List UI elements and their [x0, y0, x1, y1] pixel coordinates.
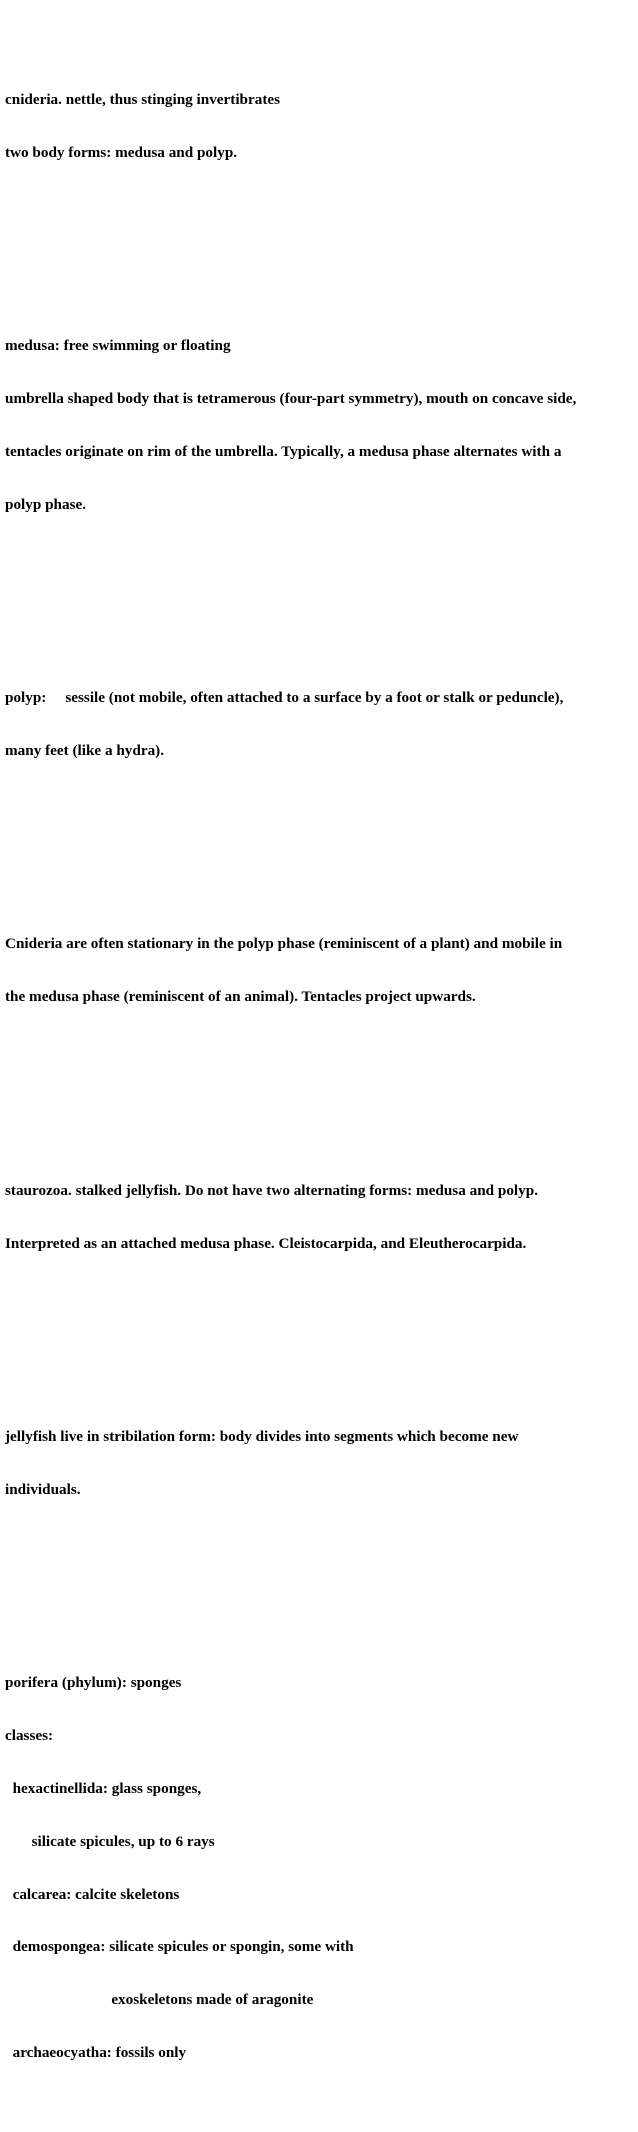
text-line: the medusa phase (reminiscent of an animal). Tentacles project upwards. — [5, 988, 476, 1006]
paragraph-cnideria-intro — [5, 56, 637, 197]
paragraph-gap — [5, 584, 637, 602]
text-line: Cnideria are often stationary in the polyp phase (reminiscent of a plant) and mobile in — [5, 935, 563, 953]
paragraph-gap — [5, 1076, 637, 1094]
paragraph-gap — [5, 232, 637, 250]
paragraph-jellyfish-stribilation — [5, 1393, 637, 1534]
text-line: demospongea: silicate spicules or spongin, some with — [5, 1938, 354, 1956]
text-line: Interpreted as an attached medusa phase. Cleistocarpida, and Eleutherocarpida. — [5, 1234, 527, 1252]
paragraph-porifera — [5, 1639, 637, 2096]
paragraph-medusa — [5, 302, 637, 548]
paragraph-cnideria-phases — [5, 900, 637, 1041]
text-line: calcarea: calcite skeletons — [5, 1885, 180, 1903]
document-body — [5, 3, 637, 2132]
text-line: tentacles originate on rim of the umbrella. Typically, a medusa phase alternates with a — [5, 442, 562, 460]
text-line: staurozoa. stalked jellyfish. Do not have two alternating forms: medusa and polyp. — [5, 1181, 538, 1199]
text-line: polyp: sessile (not mobile, often attached to a surface by a foot or stalk or peduncle), — [5, 689, 564, 707]
text-line: many feet (like a hydra). — [5, 741, 165, 759]
text-line: archaeocyatha: fossils only — [5, 2043, 187, 2061]
text-line: hexactinellida: glass sponges, — [5, 1779, 202, 1797]
paragraph-staurozoa — [5, 1147, 637, 1288]
text-line: cnideria. nettle, thus stinging invertibrates — [5, 90, 281, 108]
text-line: two body forms: medusa and polyp. — [5, 143, 238, 161]
text-line: polyp phase. — [5, 495, 87, 513]
text-line: exoskeletons made of aragonite — [5, 1991, 314, 2009]
text-line: umbrella shaped body that is tetramerous (four-part symmetry), mouth on concave side, — [5, 390, 577, 408]
text-line: medusa: free swimming or floating — [5, 337, 231, 355]
paragraph-gap — [5, 830, 637, 848]
paragraph-gap — [5, 1323, 637, 1341]
text-line: silicate spicules, up to 6 rays — [5, 1832, 215, 1850]
text-line: porifera (phylum): sponges — [5, 1674, 182, 1692]
text-line: individuals. — [5, 1480, 81, 1498]
paragraph-gap — [5, 1569, 637, 1587]
paragraph-polyp — [5, 654, 637, 795]
text-line: classes: — [5, 1727, 54, 1745]
text-line: jellyfish live in stribilation form: body divides into segments which become new — [5, 1428, 519, 1446]
